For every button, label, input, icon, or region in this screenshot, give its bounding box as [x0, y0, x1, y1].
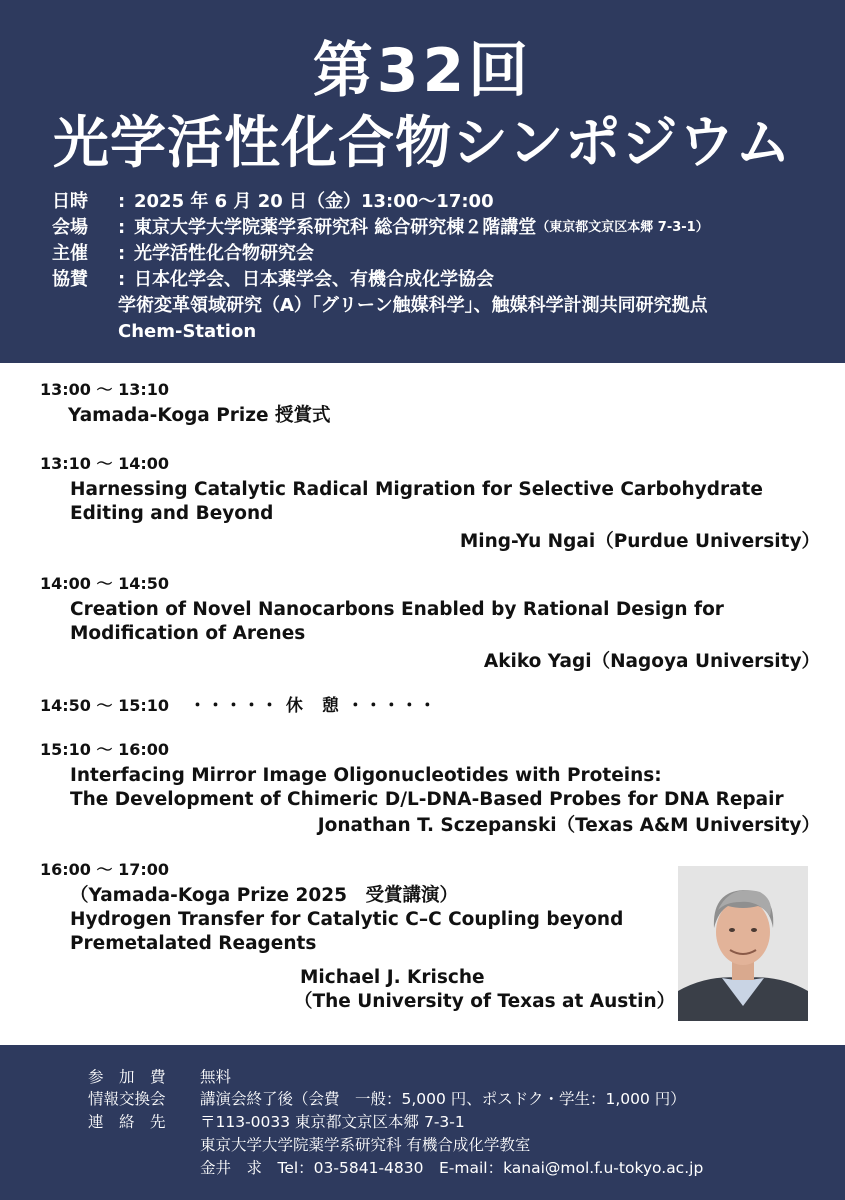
sponsor-line: Chem-Station	[118, 321, 257, 342]
fee-value: 無料	[200, 1068, 232, 1086]
venue-row: 会場 : 東京大学大学院薬学系研究科 総合研究棟２階講堂 （東京都文京区本郷 7-3-1）	[52, 217, 709, 238]
speaker-name: Michael J. Krische	[300, 967, 485, 988]
session-time: 13:00 〜 13:10	[40, 380, 170, 399]
social-value: 講演会終了後（会費 一般：5,000 円、ポスドク・学生：1,000 円）	[200, 1090, 686, 1108]
organizer-row: 主催 : 光学活性化合物研究会	[52, 243, 314, 264]
speaker-affiliation: （The University of Texas at Austin）	[294, 991, 676, 1012]
sponsor-row: 協賛 : 日本化学会、日本薬学会、有機合成化学協会	[52, 269, 494, 290]
header-banner	[0, 0, 845, 363]
footer-banner	[0, 1045, 845, 1200]
speaker-name: Akiko Yagi（Nagoya University）	[483, 651, 820, 672]
speaker-name: Ming-Yu Ngai（Purdue University）	[459, 531, 820, 552]
talk-title-line: Hydrogen Transfer for Catalytic C–C Coupling beyond	[70, 909, 624, 930]
session-time: 13:10 〜 14:00	[40, 454, 170, 473]
sponsor-line: 学術変革領域研究（A）「グリーン触媒科学」、触媒科学計測共同研究拠点	[118, 295, 708, 316]
contact-organization: 東京大学大学院薬学系研究科 有機合成化学教室	[200, 1136, 531, 1154]
speaker-name: Jonathan T. Sczepanski（Texas A&M University）	[317, 815, 820, 836]
contact-address: 〒113-0033 東京都文京区本郷 7-3-1	[200, 1113, 465, 1131]
session-time: 14:00 〜 14:50	[40, 574, 170, 593]
session-time: 15:10 〜 16:00	[40, 740, 170, 759]
social-row	[88, 1088, 686, 1111]
contact-person: 金井 求 Tel：03-5841-4830 E-mail：kanai@mol.f.u-tokyo.ac.jp	[200, 1159, 704, 1177]
social-label: 情報交換会	[88, 1090, 166, 1108]
speaker-portrait-photo	[678, 866, 808, 1021]
session-talk	[40, 574, 820, 674]
fee-label: 参 加 費	[88, 1068, 166, 1086]
organizer-label: 主催	[52, 243, 88, 264]
talk-title-line: Editing and Beyond	[70, 503, 274, 524]
session-talk	[40, 454, 820, 554]
break-label: ・・・・・ 休 憩 ・・・・・	[189, 696, 437, 716]
venue-address: （東京都文京区本郷 7-3-1）	[536, 220, 709, 235]
symposium-number-title: 第32回	[312, 36, 533, 106]
fee-row	[88, 1066, 231, 1089]
talk-title-line: Harnessing Catalytic Radical Migration for Selective Carbohydrate	[70, 479, 763, 500]
talk-title-line: Creation of Novel Nanocarbons Enabled by Rational Design for	[70, 599, 724, 620]
break-row	[40, 696, 820, 716]
talk-title-line: Premetalated Reagents	[70, 933, 317, 954]
date-label: 日時	[52, 191, 88, 212]
session-title: Yamada-Koga Prize 授賞式	[68, 405, 331, 426]
contact-row	[88, 1111, 465, 1134]
talk-title-line: （Yamada-Koga Prize 2025 受賞講演）	[70, 885, 459, 906]
sponsor-line: 日本化学会、日本薬学会、有機合成化学協会	[134, 269, 494, 290]
symposium-name-title: 光学活性化合物シンポジウム	[52, 111, 793, 176]
session-opening	[40, 380, 820, 428]
session-time: 16:00 〜 17:00	[40, 860, 170, 879]
organizer-value: 光学活性化合物研究会	[134, 243, 314, 264]
date-row: 日時 : 2025 年 6 月 20 日（金）13:00〜17:00	[52, 191, 494, 212]
talk-title-line: Interfacing Mirror Image Oligonucleotides with Proteins:	[70, 765, 662, 786]
venue-value: 東京大学大学院薬学系研究科 総合研究棟２階講堂	[134, 217, 537, 238]
contact-label: 連 絡 先	[88, 1113, 166, 1131]
portrait-icon	[678, 866, 808, 1021]
session-talk	[40, 740, 820, 838]
break-time: 14:50 〜 15:10	[40, 696, 170, 715]
talk-title-line: Modification of Arenes	[70, 623, 306, 644]
sponsor-label: 協賛	[52, 269, 88, 290]
contact-row	[88, 1157, 703, 1180]
venue-label: 会場	[52, 217, 88, 238]
talk-title-line: The Development of Chimeric D/L-DNA-Based Probes for DNA Repair	[70, 789, 784, 810]
date-value: 2025 年 6 月 20 日（金）13:00〜17:00	[134, 191, 494, 212]
contact-row	[88, 1134, 530, 1157]
event-info	[52, 190, 832, 346]
